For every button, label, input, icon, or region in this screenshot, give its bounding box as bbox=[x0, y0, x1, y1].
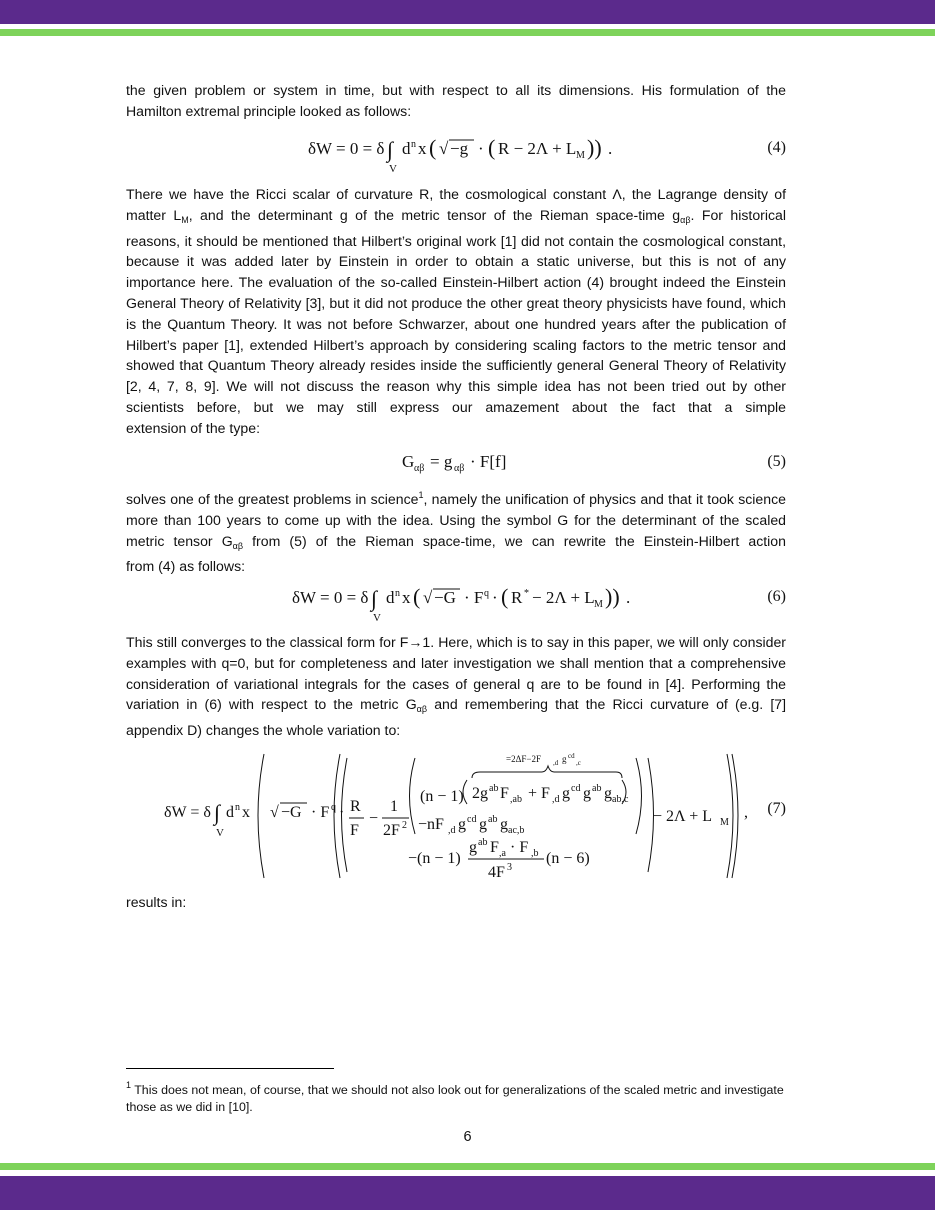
svg-text:· F: · F bbox=[464, 588, 484, 607]
svg-text:g: g bbox=[604, 785, 612, 802]
svg-text:q: q bbox=[331, 802, 336, 813]
equation-6-number: (6) bbox=[767, 588, 786, 605]
svg-text:3: 3 bbox=[507, 862, 512, 873]
svg-text:= g: = g bbox=[430, 452, 453, 471]
paragraph-2-line-1: There we have the Ricci scalar of curvature R, the cosmological constant Λ, the Lagrange density of bbox=[126, 186, 786, 202]
svg-text:−nF: −nF bbox=[418, 816, 444, 833]
svg-text:V: V bbox=[389, 163, 397, 175]
paragraph-2-body: reasons, it should be mentioned that Hilbert’s original work [1] did not contain the cosmological constant, because it was added later by Einstein in order to obtain a static universe, but this is not of any importance here. The evaluation of the so-called Einstein-Hilbert action (4) brought indeed the Einstein General Theory of Relativity [3], but it did not produce the other great theory physicists have found, which is the Quantum Theory. It was not before Schwarzer, about one hundred years after the publication of Hilbert’s paper [1], extended Hilbert’s approach by considering scaling factors to the metric tensor and showed that Quantum Theory already resides inside the sufficiently general General Theory of Relativity [2, 4, 7, 8, 9]. We will not discuss the reason why this simple idea has not been tried out by other scientists before, but we may still express our amazement about the fact that a simple bbox=[126, 232, 786, 415]
svg-text:2g: 2g bbox=[472, 785, 488, 802]
svg-text:· F: · F bbox=[311, 804, 330, 821]
svg-text:√: √ bbox=[423, 588, 433, 607]
svg-text:g: g bbox=[479, 816, 487, 833]
svg-text:.: . bbox=[608, 139, 613, 158]
svg-text:·: · bbox=[478, 139, 484, 158]
svg-text:∫: ∫ bbox=[214, 800, 221, 825]
svg-text:F: F bbox=[500, 785, 509, 802]
svg-text:(: ( bbox=[501, 584, 509, 609]
svg-text:(n − 6): (n − 6) bbox=[546, 850, 590, 867]
svg-text:g: g bbox=[562, 785, 570, 802]
equation-5-number: (5) bbox=[767, 453, 786, 470]
equation-7-number: (7) bbox=[767, 800, 786, 817]
equation-6 bbox=[126, 586, 786, 626]
svg-text:d: d bbox=[402, 139, 411, 158]
svg-text:(: ( bbox=[429, 135, 437, 160]
svg-text:R: R bbox=[511, 588, 523, 607]
footnote-ref-1: 1 bbox=[418, 490, 424, 500]
svg-text:−: − bbox=[369, 810, 379, 827]
svg-text:∫: ∫ bbox=[371, 586, 378, 611]
svg-text:M: M bbox=[720, 817, 729, 828]
paragraph-4 bbox=[126, 632, 786, 741]
svg-text:−g: −g bbox=[450, 139, 469, 158]
paragraph-1 bbox=[126, 80, 786, 122]
svg-text:n: n bbox=[395, 588, 400, 599]
equation-5-formula bbox=[402, 451, 532, 477]
page-number: 6 bbox=[463, 1129, 472, 1145]
svg-text:(: ( bbox=[488, 135, 496, 160]
svg-text:g: g bbox=[458, 816, 466, 833]
equation-7 bbox=[160, 748, 786, 883]
paragraph-2-end: extension of the type: bbox=[126, 419, 260, 436]
svg-text:F: F bbox=[350, 822, 359, 839]
svg-text:.: . bbox=[626, 588, 631, 607]
footnote-separator bbox=[126, 1068, 334, 1069]
top-purple-band bbox=[0, 0, 935, 24]
svg-text:d: d bbox=[386, 588, 395, 607]
svg-text:M: M bbox=[594, 599, 603, 610]
svg-text:4F: 4F bbox=[488, 864, 505, 881]
svg-text:)): )) bbox=[605, 584, 620, 609]
svg-text:cd: cd bbox=[467, 814, 477, 825]
footnote-text: This does not mean, of course, that we should not also look out for generalizations of the scaled metric and investigate those as we did in [10]. bbox=[126, 1083, 784, 1114]
svg-text:· F: · F bbox=[510, 839, 529, 856]
svg-text:x: x bbox=[402, 588, 411, 607]
svg-text:·: · bbox=[492, 588, 498, 607]
svg-text:V: V bbox=[216, 827, 224, 839]
svg-text:√: √ bbox=[439, 139, 449, 158]
svg-text:− 2Λ + L: − 2Λ + L bbox=[653, 808, 713, 825]
equation-4 bbox=[126, 137, 786, 177]
top-green-band bbox=[0, 29, 935, 36]
svg-text:g: g bbox=[562, 754, 567, 764]
equation-5 bbox=[126, 451, 786, 477]
svg-text:,: , bbox=[744, 804, 748, 821]
svg-text:(n − 1): (n − 1) bbox=[420, 788, 464, 805]
svg-text:n: n bbox=[235, 802, 240, 813]
svg-text:d: d bbox=[226, 804, 234, 821]
arrow-icon: → bbox=[408, 634, 423, 650]
svg-text:,a: ,a bbox=[499, 848, 506, 859]
paragraph-2-line-2: matter $L_M$, and the determinant g of the metric tensor of the Rieman space-time $g_{\alpha\beta}$. For historical bbox=[126, 206, 787, 225]
svg-text:q: q bbox=[484, 588, 489, 599]
paragraph-1-line-1: the given problem or system in time, but with respect to all its dimensions. His formulation of the bbox=[126, 82, 786, 98]
paragraph-2 bbox=[126, 184, 786, 439]
svg-text:·: · bbox=[339, 804, 345, 821]
footnote-1 bbox=[126, 1077, 786, 1116]
paragraph-3 bbox=[126, 485, 786, 577]
svg-text:αβ: αβ bbox=[414, 463, 425, 474]
svg-text:F: F bbox=[490, 839, 499, 856]
paragraph-4-end: appendix D) changes the whole variation to: bbox=[126, 722, 401, 739]
svg-text:)): )) bbox=[587, 135, 602, 160]
paragraph-5: results in: bbox=[126, 894, 187, 910]
svg-text:cd: cd bbox=[571, 783, 581, 794]
svg-text:δW = 0 = δ: δW = 0 = δ bbox=[308, 139, 385, 158]
equation-6-formula bbox=[292, 586, 642, 626]
svg-text:,d: ,d bbox=[448, 825, 456, 836]
svg-text:+ F: + F bbox=[528, 785, 550, 802]
svg-text:,c: ,c bbox=[576, 759, 581, 767]
svg-text:,ab: ,ab bbox=[510, 794, 522, 805]
svg-text:−G: −G bbox=[434, 588, 456, 607]
svg-text:x: x bbox=[418, 139, 427, 158]
paragraph-3-end: from (4) as follows: bbox=[126, 558, 246, 575]
svg-text:G: G bbox=[402, 452, 415, 471]
svg-text:2: 2 bbox=[402, 820, 407, 831]
equation-4-number: (4) bbox=[767, 139, 786, 156]
equation-4-formula bbox=[308, 137, 618, 177]
svg-text:ab: ab bbox=[488, 814, 498, 825]
paragraph-1-line-2: Hamilton extremal principle looked as follows: bbox=[126, 102, 412, 119]
paragraph-4-body: This still converges to the classical form for F→1. Here, which is to say in this paper, we will only consider examples with q=0, but for completeness and later investigation we shall mention that a comprehensive consideration of variational integrals for the cases of general q are to be found in [4]. Performing the variation in (6) with respect to the metric $G_{\alpha\beta}$ and remembering that the Ricci curvature of (e.g. [7] bbox=[126, 634, 787, 715]
footnote-mark: 1 bbox=[126, 1080, 132, 1090]
bottom-purple-band bbox=[0, 1176, 935, 1210]
svg-text:,b: ,b bbox=[531, 848, 539, 859]
svg-text:V: V bbox=[373, 612, 381, 624]
equation-7-formula bbox=[160, 748, 760, 883]
paragraph-3-body: solves one of the greatest problems in science$^1$, namely the unification of physics and that it took science more than 100 years to come up with the idea. Using the symbol G for the determinant of the scaled metric tensor $G_{\alpha\beta}$ from (5) of the Rieman space-time, we can rewrite the Einstein-Hilbert action bbox=[126, 490, 786, 551]
svg-text:2F: 2F bbox=[383, 822, 400, 839]
svg-text:x: x bbox=[242, 804, 250, 821]
svg-text:· F[f]: · F[f] bbox=[470, 452, 507, 471]
svg-text:αβ: αβ bbox=[454, 463, 465, 474]
svg-text:1: 1 bbox=[390, 798, 398, 815]
svg-text:−(n − 1): −(n − 1) bbox=[408, 850, 461, 867]
svg-text:√: √ bbox=[270, 804, 279, 821]
svg-text:δW = δ: δW = δ bbox=[164, 804, 211, 821]
svg-text:R − 2Λ + L: R − 2Λ + L bbox=[498, 139, 577, 158]
svg-text:M: M bbox=[576, 150, 585, 161]
svg-text:δW = 0 = δ: δW = 0 = δ bbox=[292, 588, 369, 607]
svg-text:(: ( bbox=[413, 584, 421, 609]
svg-text:g: g bbox=[500, 816, 508, 833]
svg-text:ab,c: ab,c bbox=[612, 794, 629, 805]
svg-text:R: R bbox=[350, 798, 361, 815]
svg-text:g: g bbox=[469, 839, 477, 856]
svg-text:ac,b: ac,b bbox=[508, 825, 525, 836]
svg-text:*: * bbox=[524, 588, 529, 599]
svg-text:cd: cd bbox=[568, 752, 575, 760]
svg-text:,d: ,d bbox=[553, 759, 559, 767]
svg-text:ab: ab bbox=[489, 783, 499, 794]
svg-text:g: g bbox=[583, 785, 591, 802]
svg-text:∫: ∫ bbox=[387, 137, 394, 162]
svg-text:− 2Λ + L: − 2Λ + L bbox=[532, 588, 595, 607]
svg-text:−G: −G bbox=[281, 804, 302, 821]
svg-text:ab: ab bbox=[478, 837, 488, 848]
svg-text:=2ΔF−2F: =2ΔF−2F bbox=[506, 754, 541, 764]
svg-text:ab: ab bbox=[592, 783, 602, 794]
bottom-green-band bbox=[0, 1163, 935, 1170]
svg-text:,d: ,d bbox=[552, 794, 560, 805]
svg-text:n: n bbox=[411, 139, 416, 150]
